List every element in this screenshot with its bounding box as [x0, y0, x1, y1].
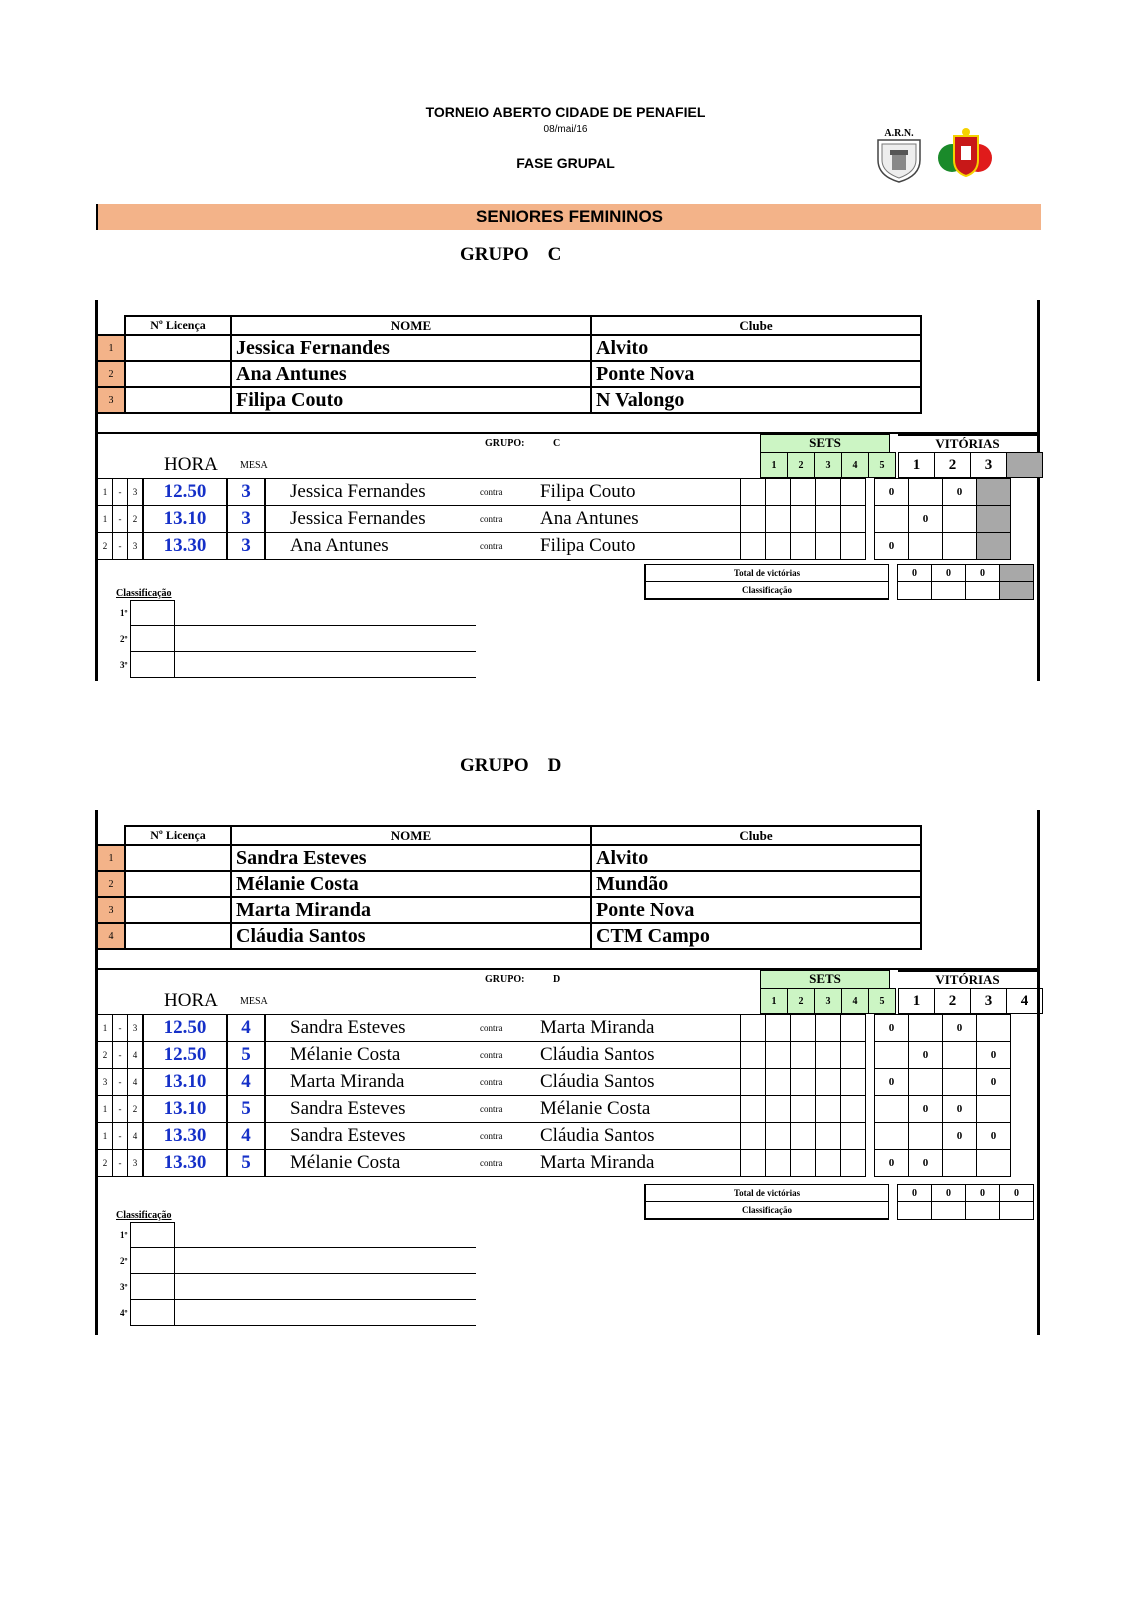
vitorias-header: VITÓRIAS — [898, 970, 1037, 989]
vitorias-header: VITÓRIAS — [898, 434, 1037, 453]
player-row: 1 Jessica Fernandes Alvito — [97, 335, 921, 361]
group-label: GRUPO — [460, 755, 529, 776]
group-label: GRUPO — [460, 244, 529, 265]
match-row: 1 - 2 13.10 5 Sandra Esteves contra Mélanie Costa 0 0 — [98, 1096, 1011, 1123]
player-row: 3 Marta Miranda Ponte Nova — [97, 897, 921, 923]
club-header: Clube — [591, 316, 921, 335]
group-d-players-table — [96, 825, 922, 950]
match-row: 1 - 3 12.50 4 Sandra Esteves contra Marta Miranda 0 0 — [98, 1015, 1011, 1042]
group-d-totals: Total de victórias 0 0 0 0 Classificação — [644, 1184, 1034, 1220]
classification-title: Classificação — [116, 588, 172, 599]
sets-header: SETS — [760, 970, 890, 989]
group-c-title — [460, 244, 561, 266]
name-header: NOME — [231, 826, 591, 845]
hora-header: HORA — [164, 454, 218, 475]
tournament-title: TORNEIO ABERTO CIDADE DE PENAFIEL — [425, 104, 706, 120]
vitorias-number-row: 1 2 3 — [898, 452, 1043, 478]
licence-header: Nº Licença — [125, 826, 231, 845]
classification-title: Classificação — [116, 1210, 172, 1221]
arn-logo — [872, 126, 926, 184]
player-row: 2 Ana Antunes Ponte Nova — [97, 361, 921, 387]
sets-number-row: 1 2 3 4 5 — [760, 452, 896, 478]
group-small-label: GRUPO: — [485, 974, 525, 985]
group-d-matches-divider — [97, 968, 1037, 970]
hora-header: HORA — [164, 990, 218, 1011]
club-header: Clube — [591, 826, 921, 845]
group-small-letter: C — [553, 438, 561, 449]
category-banner: SENIORES FEMININOS — [96, 204, 1041, 230]
match-row: 2 - 3 13.30 5 Mélanie Costa contra Marta Miranda 0 0 — [98, 1150, 1011, 1177]
group-c-right-border — [1037, 300, 1040, 681]
group-c-matches-divider — [97, 432, 1037, 434]
player-row: 2 Mélanie Costa Mundão — [97, 871, 921, 897]
vitorias-number-row: 1 2 3 4 — [898, 988, 1043, 1014]
group-letter: D — [547, 755, 562, 776]
sets-number-row: 1 2 3 4 5 — [760, 988, 896, 1014]
arn-logo-text: A.R.N. — [884, 128, 914, 139]
federation-logo — [936, 124, 996, 182]
mesa-header: MESA — [240, 460, 268, 471]
match-row: 1 - 3 12.50 3 Jessica Fernandes contra Filipa Couto 0 0 — [98, 479, 1011, 506]
group-letter: C — [547, 244, 562, 265]
group-c-players-table — [96, 315, 922, 414]
match-row: 3 - 4 13.10 4 Marta Miranda contra Cláudia Santos 0 0 — [98, 1069, 1011, 1096]
match-row: 2 - 4 12.50 5 Mélanie Costa contra Cláudia Santos 0 0 — [98, 1042, 1011, 1069]
group-c-totals: Total de victórias 0 0 0 Classificação — [644, 564, 1034, 600]
match-row: 1 - 2 13.10 3 Jessica Fernandes contra Ana Antunes 0 — [98, 506, 1011, 533]
tournament-date: 08/mai/16 — [543, 124, 588, 135]
group-d-right-border — [1037, 810, 1040, 1335]
match-row: 1 - 4 13.30 4 Sandra Esteves contra Cláudia Santos 0 0 — [98, 1123, 1011, 1150]
player-row: 3 Filipa Couto N Valongo — [97, 387, 921, 413]
group-d-title — [460, 755, 561, 777]
phase-title: FASE GRUPAL — [516, 155, 615, 171]
sets-header: SETS — [760, 434, 890, 453]
group-small-label: GRUPO: — [485, 438, 525, 449]
group-d-matches-table — [97, 1014, 1011, 1177]
player-row: 4 Cláudia Santos CTM Campo — [97, 923, 921, 949]
name-header: NOME — [231, 316, 591, 335]
licence-header: Nº Licença — [125, 316, 231, 335]
group-small-letter: D — [553, 974, 561, 985]
match-row: 2 - 3 13.30 3 Ana Antunes contra Filipa Couto 0 — [98, 533, 1011, 560]
player-row: 1 Sandra Esteves Alvito — [97, 845, 921, 871]
mesa-header: MESA — [240, 996, 268, 1007]
group-c-matches-table — [97, 478, 1011, 560]
